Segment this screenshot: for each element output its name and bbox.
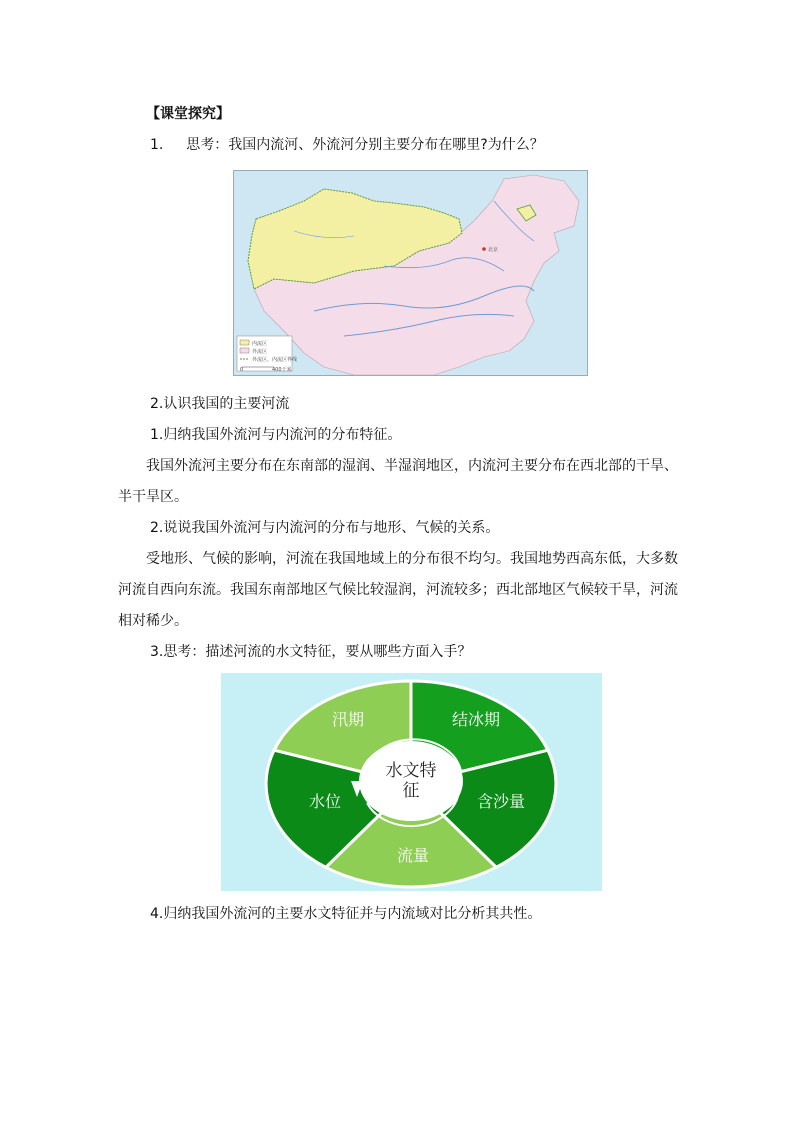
sub-2-answer-line-1: 受地形、气候的影响，河流在我国地域上的分布很不均匀。我国地势西高东低，大多数 <box>146 551 678 567</box>
center-label-line-2: 征 <box>402 781 420 801</box>
segment-label-freezing-period: 结冰期 <box>451 710 501 729</box>
map-graphic <box>234 171 587 375</box>
question-1-text: 思考：我国内流河、外流河分别主要分布在哪里?为什么？ <box>186 137 544 153</box>
hydrology-features-diagram <box>221 673 602 891</box>
map-label-beijing: 北京 <box>488 247 499 253</box>
section-title: 【课堂探究】 <box>146 106 230 122</box>
sub-1-answer-line-1: 我国外流河主要分布在东南部的湿润、半湿润地区，内流河主要分布在西北部的干旱、 <box>146 458 678 474</box>
scale-zero: 0 <box>240 367 244 373</box>
center-label-line-1: 水文特 <box>385 761 437 781</box>
sub-3-title: 3.思考：描述河流的水文特征，要从哪些方面入手？ <box>150 644 472 660</box>
question-1-number: 1. <box>150 137 164 153</box>
beijing-marker <box>482 247 486 251</box>
section-2-title: 2.认识我国的主要河流 <box>150 396 290 412</box>
legend-inland-label: 内流区 <box>252 341 268 347</box>
sub-1-answer-line-2: 半干旱区。 <box>118 489 188 505</box>
hydrology-wheel <box>221 673 602 891</box>
segment-label-water-level: 水位 <box>308 792 342 811</box>
sub-2-title: 2.说说我国外流河与内流河的分布与地形、气候的关系。 <box>150 520 500 536</box>
sub-1-title: 1.归纳我国外流河与内流河的分布特征。 <box>150 427 402 443</box>
scale-end: 400千米 <box>272 367 292 373</box>
sub-2-answer-line-3: 相对稀少。 <box>118 613 188 629</box>
segment-label-flow: 流量 <box>396 846 430 865</box>
china-river-map <box>233 170 588 376</box>
legend-boundary-label: 外流区、内流区界线 <box>252 357 298 363</box>
legend-outflow-label: 外流区 <box>252 349 268 355</box>
segment-label-sediment: 含沙量 <box>476 792 526 811</box>
sub-4-title: 4.归纳我国外流河的主要水文特征并与内流域对比分析其共性。 <box>150 906 542 922</box>
question-1 <box>150 135 544 155</box>
sub-2-answer-line-2: 河流自西向东流。我国东南部地区气候比较湿润，河流较多；西北部地区气候较干旱，河流 <box>118 582 678 598</box>
segment-label-flood-season: 汛期 <box>331 710 365 729</box>
